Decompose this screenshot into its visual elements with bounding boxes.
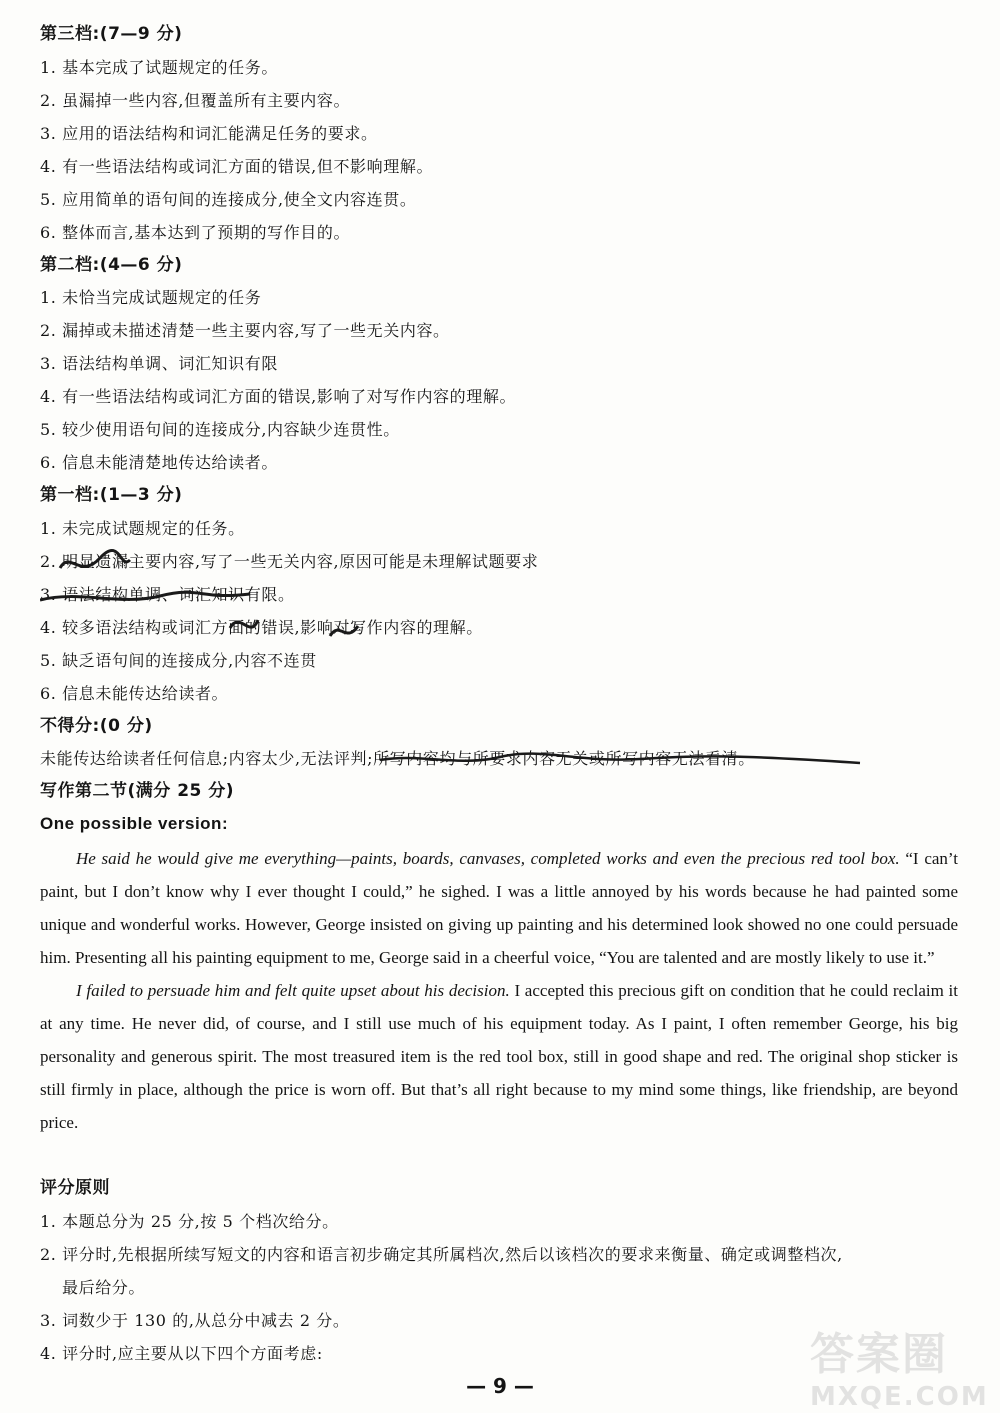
grade2-item: 4. 有一些语法结构或词汇方面的错误,影响了对写作内容的理解。 (40, 387, 517, 406)
model-essay (40, 842, 958, 1139)
version-label: One possible version: (40, 813, 229, 833)
essay-paragraph-1 (40, 842, 958, 974)
scoring-item-continued: 最后给分。 (62, 1277, 146, 1297)
grade2-item: 5. 较少使用语句间的连接成分,内容缺少连贯性。 (40, 420, 400, 439)
watermark-logo (810, 1318, 989, 1412)
scoring-item: 4. 评分时,应主要从以下四个方面考虑: (40, 1343, 323, 1363)
grade3-item: 6. 整体而言,基本达到了预期的写作目的。 (40, 222, 351, 242)
section2-heading: 写作第二节(满分 25 分) (40, 781, 235, 801)
grade1-heading: 第一档:(1—3 分) (40, 485, 183, 505)
page-number: — 9 — (466, 1374, 534, 1398)
watermark-bottom-text: MXQE.COM (810, 1382, 989, 1412)
grade1-item: 6. 信息未能传达给读者。 (40, 683, 229, 703)
watermark-top-text: 答案圈 (810, 1329, 948, 1380)
grade3-item: 2. 虽漏掉一些内容,但覆盖所有主要内容。 (40, 90, 351, 110)
essay-p2-opening: I failed to persuade him and felt quite upset about his decision. (76, 981, 510, 1000)
essay-paragraph-2 (40, 974, 958, 1139)
scoring-item: 2. 评分时,先根据所续写短文的内容和语言初步确定其所属档次,然后以该档次的要求来衡量、确定或调整档次, (40, 1244, 843, 1264)
grade3-item: 3. 应用的语法结构和词汇能满足任务的要求。 (40, 123, 378, 143)
grade0-text: 未能传达给读者任何信息;内容太少,无法评判;所写内容均与所要求内容无关或所写内容无法看清。 (40, 749, 755, 768)
grade1-item: 1. 未完成试题规定的任务。 (40, 518, 245, 538)
grade2-heading: 第二档:(4—6 分) (40, 254, 183, 275)
grade2-item: 2. 漏掉或未描述清楚一些主要内容,写了一些无关内容。 (40, 321, 450, 340)
grade1-item: 4. 较多语法结构或词汇方面的错误,影响对写作内容的理解。 (40, 617, 483, 637)
scoring-heading: 评分原则 (40, 1178, 110, 1198)
grade1-item: 3. 语法结构单调、词汇知识有限。 (40, 584, 295, 604)
grade3-item: 5. 应用简单的语句间的连接成分,使全文内容连贯。 (40, 189, 417, 209)
grade3-item: 4. 有一些语法结构或词汇方面的错误,但不影响理解。 (40, 156, 434, 176)
grade2-item: 1. 未恰当完成试题规定的任务 (40, 288, 262, 307)
grade1-item: 2. 明显遗漏主要内容,写了一些无关内容,原因可能是未理解试题要求 (40, 551, 539, 571)
grade3-item: 1. 基本完成了试题规定的任务。 (40, 57, 278, 77)
grade2-item: 3. 语法结构单调、词汇知识有限 (40, 354, 278, 373)
grade0-heading: 不得分:(0 分) (40, 715, 153, 736)
grade1-item: 5. 缺乏语句间的连接成分,内容不连贯 (40, 650, 317, 670)
scoring-item: 1. 本题总分为 25 分,按 5 个档次给分。 (40, 1211, 339, 1231)
grading-criteria (40, 18, 960, 840)
handwriting-marks (40, 540, 660, 660)
grade2-item: 6. 信息未能清楚地传达给读者。 (40, 453, 278, 472)
scoring-item: 3. 词数少于 130 的,从总分中减去 2 分。 (40, 1310, 350, 1330)
strike-through-marks (380, 745, 880, 775)
grade3-heading: 第三档:(7—9 分) (40, 24, 183, 44)
essay-p2-body: I accepted this precious gift on condition that he could reclaim it at any time. He never did, of course, and I still use much of his equipment today. As I paint, I often remember George, his big personality and generous spirit. The most treasured item is the red tool box, still in good shape and red. The original shop sticker is still firmly in place, although the price is worn off. But that’s all right because to my mind some things, like friendship, are beyond price. (40, 981, 958, 1132)
essay-p1-opening: He said he would give me everything—paints, boards, canvases, completed works and even the precious red tool box. (76, 849, 900, 868)
essay-p1-body: “I can’t paint, but I don’t know why I ever thought I could,” he sighed. I was a little annoyed by his words because he had painted some unique and wonderful works. However, George insisted on giving up painting and his determined look showed no one could persuade him. Presenting all his painting equipment to me, George said in a cheerful voice, “You are talented and are mostly likely to use it.” (40, 849, 958, 967)
